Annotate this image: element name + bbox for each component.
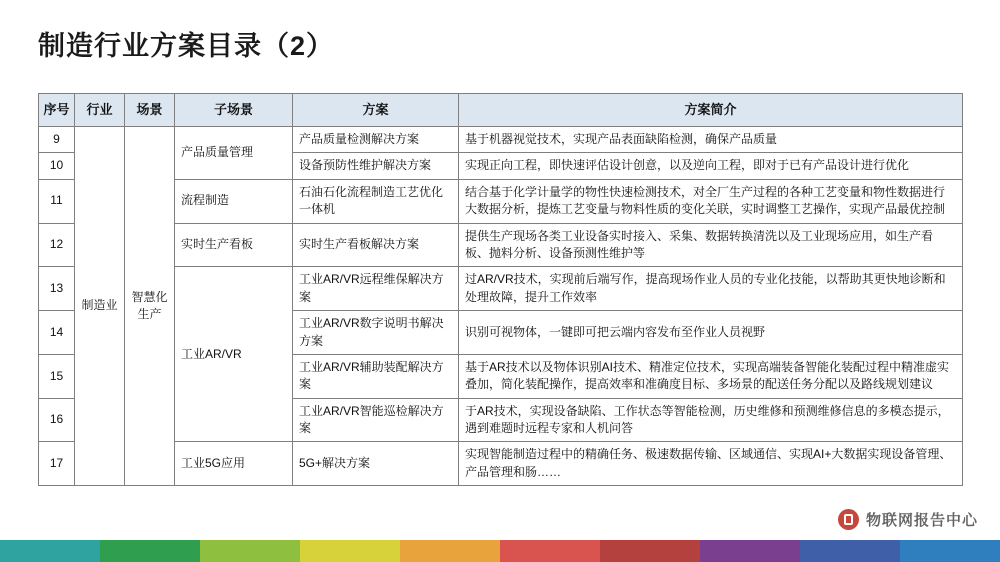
cell-subscene: 流程制造 — [175, 179, 293, 223]
column-header-description: 方案简介 — [459, 94, 963, 127]
color-bar-segment — [700, 540, 800, 562]
column-header-index: 序号 — [39, 94, 75, 127]
cell-solution: 实时生产看板解决方案 — [293, 223, 459, 267]
table-row — [39, 127, 963, 153]
cell-solution: 工业AR/VR智能巡检解决方案 — [293, 398, 459, 442]
color-bar-segment — [500, 540, 600, 562]
cell-description: 于AR技术，实现设备缺陷、工作状态等智能检测，历史维修和预测维修信息的多模态提示，遇到难题时远程专家和人机问答 — [459, 398, 963, 442]
report-logo-icon — [838, 509, 859, 530]
cell-index: 17 — [39, 442, 75, 486]
cell-solution: 5G+解决方案 — [293, 442, 459, 486]
table-row — [39, 179, 963, 223]
color-bar-segment — [0, 540, 100, 562]
color-bar-segment — [800, 540, 900, 562]
color-bar-segment — [400, 540, 500, 562]
cell-description: 实现智能制造过程中的精确任务、极速数据传输、区域通信、实现AI+大数据实现设备管理、产品管理和肠…… — [459, 442, 963, 486]
cell-index: 10 — [39, 153, 75, 179]
column-header-industry: 行业 — [75, 94, 125, 127]
cell-description: 结合基于化学计量学的物性快速检测技术，对全厂生产过程的各种工艺变量和物性数据进行大数据分析，提炼工艺变量与物料性质的变化关联，实时调整工艺操作，实现产品最优控制 — [459, 179, 963, 223]
page-title: 制造行业方案目录（2） — [38, 31, 335, 61]
cell-solution: 产品质量检测解决方案 — [293, 127, 459, 153]
column-header-subscene: 子场景 — [175, 94, 293, 127]
cell-description: 实现正向工程，即快速评估设计创意，以及逆向工程，即对于已有产品设计进行优化 — [459, 153, 963, 179]
cell-index: 12 — [39, 223, 75, 267]
table-header-row — [39, 94, 963, 127]
cell-solution: 石油石化流程制造工艺优化一体机 — [293, 179, 459, 223]
color-bar-segment — [200, 540, 300, 562]
column-header-scene: 场景 — [125, 94, 175, 127]
cell-solution: 工业AR/VR数字说明书解决方案 — [293, 311, 459, 355]
table-row — [39, 267, 963, 311]
table-row — [39, 223, 963, 267]
color-bar-segment — [600, 540, 700, 562]
color-bar-segment — [100, 540, 200, 562]
bottom-color-bar — [0, 540, 1000, 562]
watermark — [838, 509, 978, 530]
cell-subscene: 实时生产看板 — [175, 223, 293, 267]
cell-description: 识别可视物体，一键即可把云端内容发布至作业人员视野 — [459, 311, 963, 355]
cell-description: 提供生产现场各类工业设备实时接入、采集、数据转换清洗以及工业现场应用，如生产看板、抛料分析、设备预测性维护等 — [459, 223, 963, 267]
color-bar-segment — [900, 540, 1000, 562]
cell-solution: 工业AR/VR远程维保解决方案 — [293, 267, 459, 311]
cell-industry: 制造业 — [75, 127, 125, 486]
cell-subscene: 产品质量管理 — [175, 127, 293, 180]
cell-subscene: 工业AR/VR — [175, 267, 293, 442]
cell-index: 13 — [39, 267, 75, 311]
cell-solution: 工业AR/VR辅助装配解决方案 — [293, 354, 459, 398]
solutions-table-container — [38, 93, 962, 486]
cell-solution: 设备预防性维护解决方案 — [293, 153, 459, 179]
cell-description: 基于机器视觉技术，实现产品表面缺陷检测，确保产品质量 — [459, 127, 963, 153]
column-header-solution: 方案 — [293, 94, 459, 127]
cell-index: 14 — [39, 311, 75, 355]
table-row — [39, 442, 963, 486]
cell-index: 9 — [39, 127, 75, 153]
solutions-table — [38, 93, 963, 486]
cell-subscene: 工业5G应用 — [175, 442, 293, 486]
cell-index: 16 — [39, 398, 75, 442]
watermark-label: 物联网报告中心 — [865, 512, 978, 529]
cell-description: 基于AR技术以及物体识别AI技术、精准定位技术，实现高端装备智能化装配过程中精准虚实叠加，简化装配操作，提高效率和准确度目标、多场景的配送任务分配以及路线规划建议 — [459, 354, 963, 398]
cell-index: 15 — [39, 354, 75, 398]
color-bar-segment — [300, 540, 400, 562]
cell-index: 11 — [39, 179, 75, 223]
cell-description: 过AR/VR技术，实现前后端写作，提高现场作业人员的专业化技能，以帮助其更快地诊断和处理故障，提升工作效率 — [459, 267, 963, 311]
cell-scene: 智慧化生产 — [125, 127, 175, 486]
